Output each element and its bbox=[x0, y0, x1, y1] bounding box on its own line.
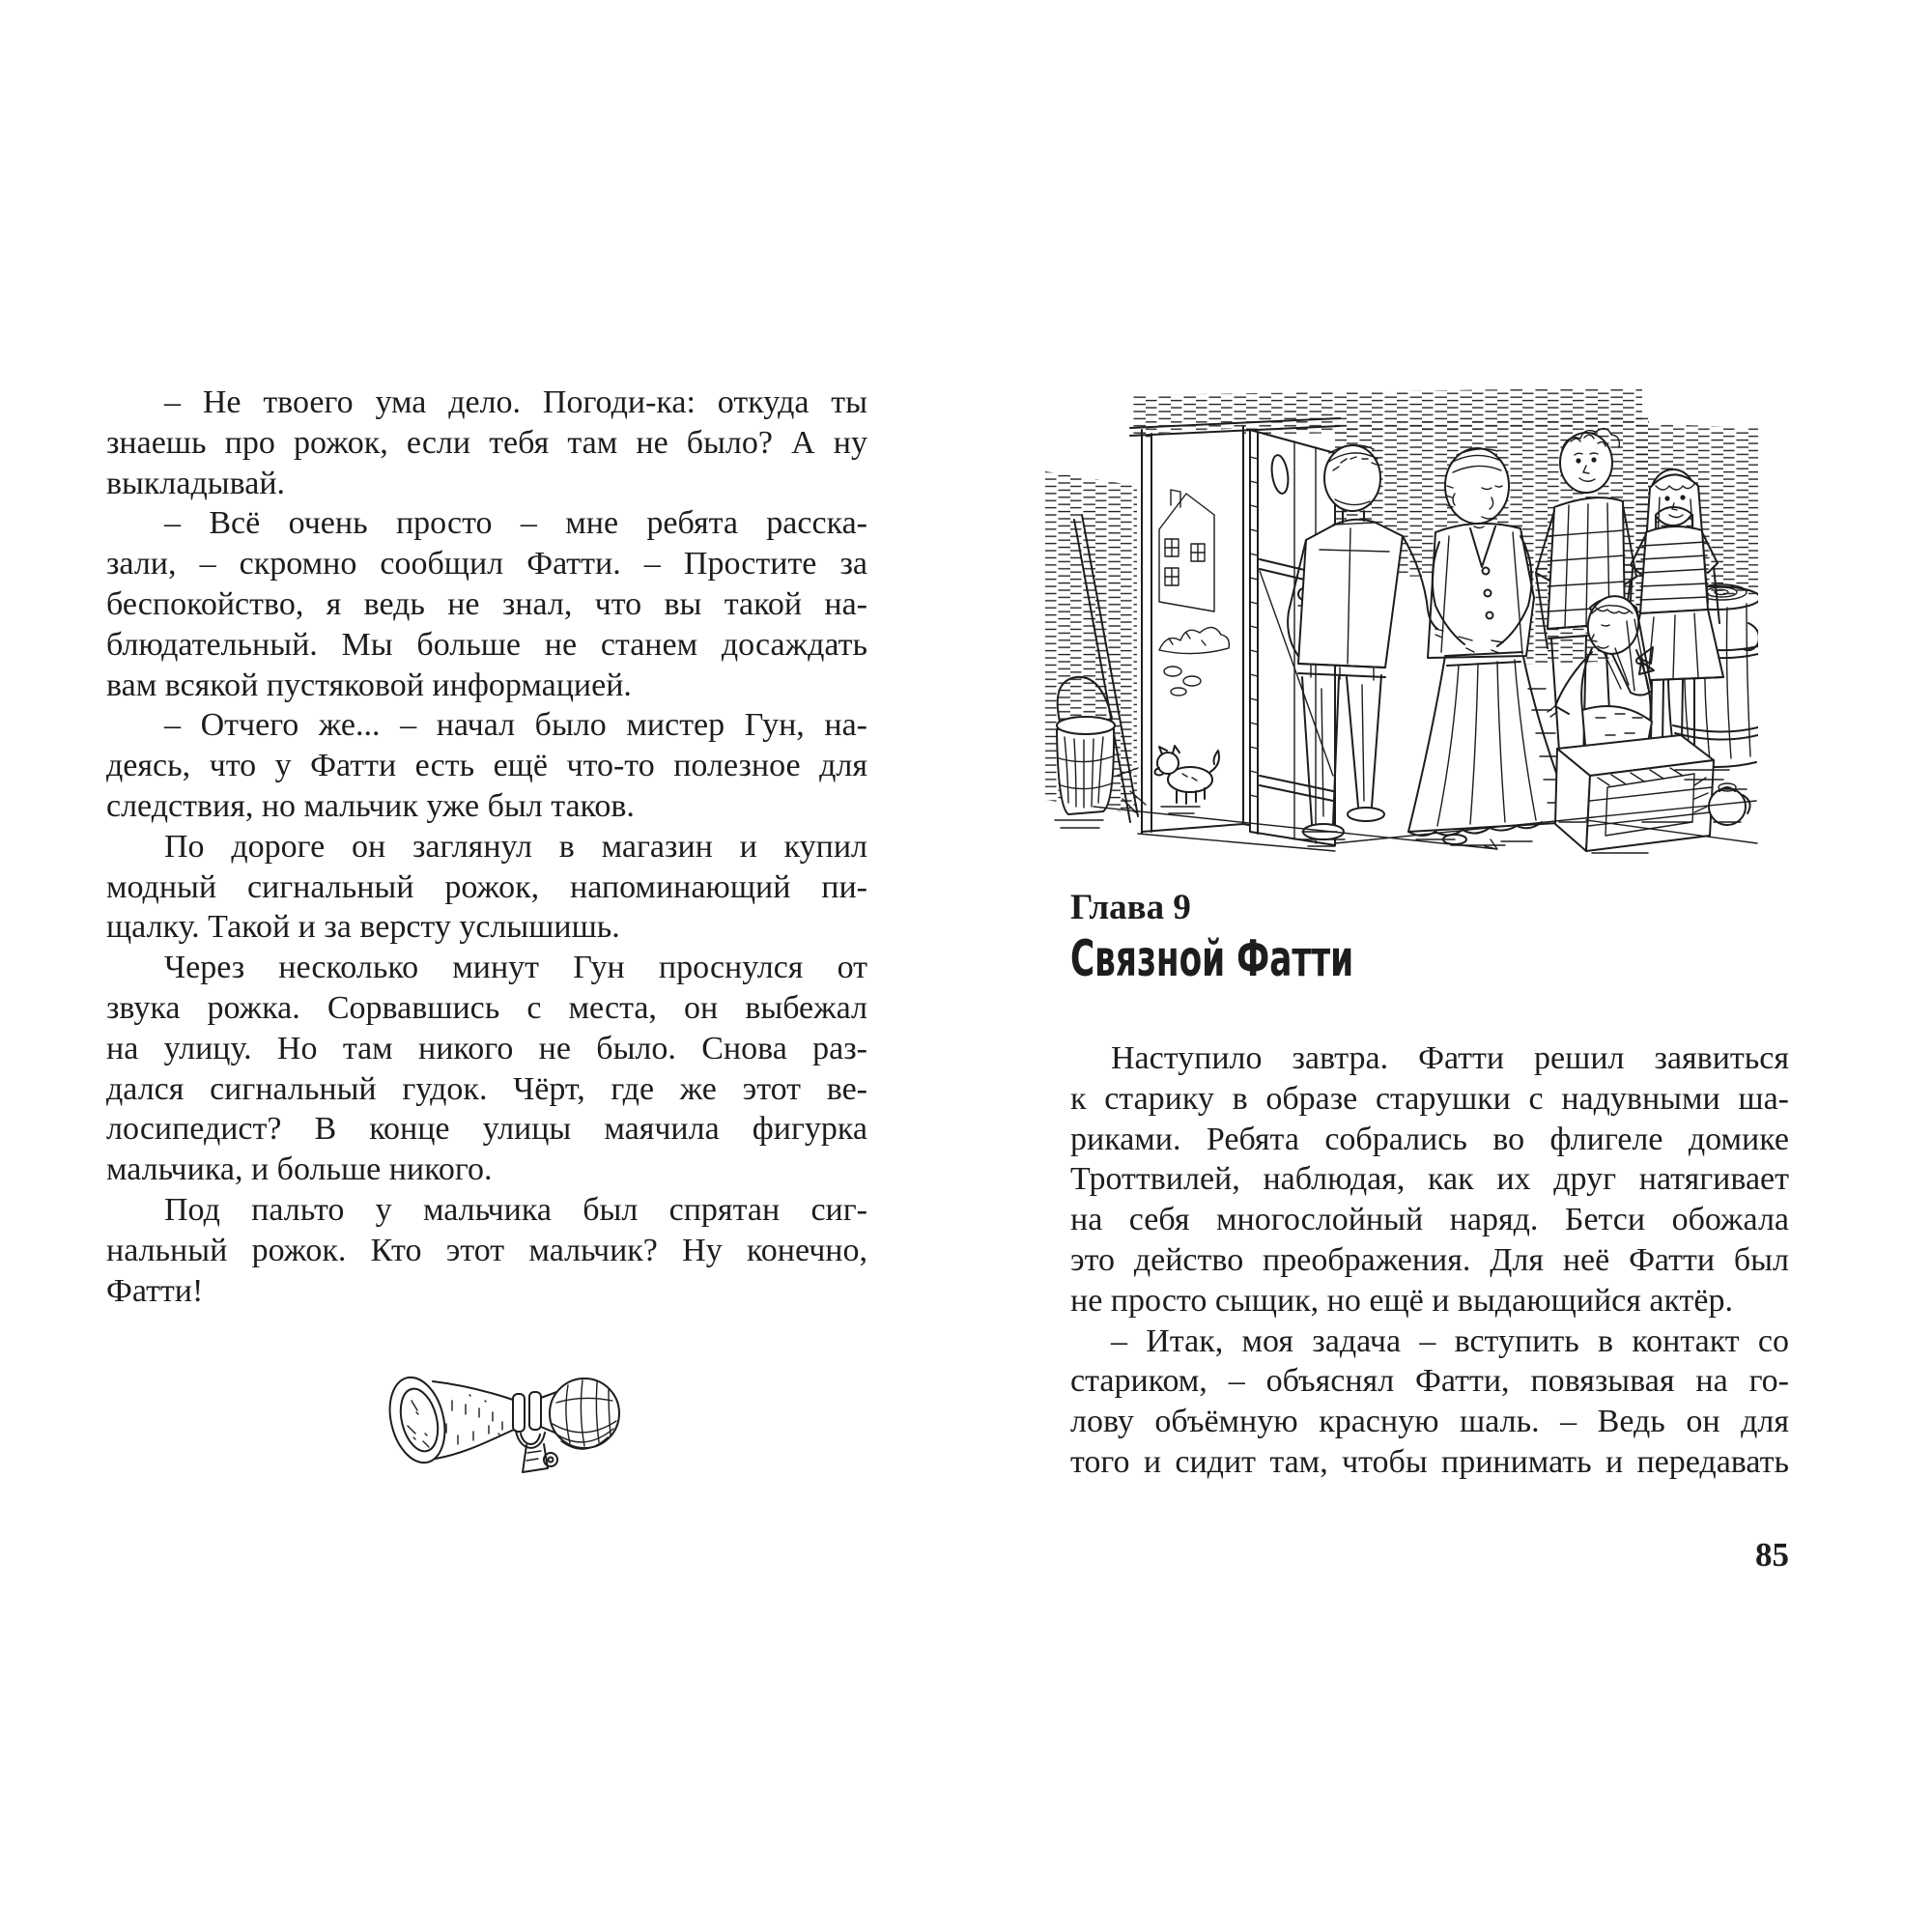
text-line: нальный рожок. Кто этот мальчик? Ну конечно, bbox=[106, 1232, 867, 1268]
chapter-title: Связной Фатти bbox=[1070, 930, 1354, 988]
text-line: знаешь про рожок, если тебя там не было? А ну bbox=[106, 424, 867, 461]
text-line: дался сигнальный гудок. Чёрт, где же этот ве- bbox=[106, 1070, 867, 1107]
text-line: беспокойство, я ведь не знал, что вы такой на- bbox=[106, 585, 867, 622]
text-line: стариком, – объяснял Фатти, повязывая на го- bbox=[1070, 1363, 1789, 1400]
text-line: щалку. Такой и за версту услышишь. bbox=[106, 909, 620, 946]
text-line: Под пальто у мальчика был спрятан сиг- bbox=[164, 1191, 867, 1228]
text-line: Троттвилей, наблюдая, как их друг натягивает bbox=[1070, 1161, 1789, 1198]
text-line: блюдательный. Мы больше не станем досаждать bbox=[106, 626, 867, 663]
text-line: лову объёмную красную шаль. – Ведь он для bbox=[1070, 1404, 1789, 1440]
children-scene-illustration bbox=[1045, 370, 1758, 858]
text-line: звука рожка. Сорвавшись с места, он выбежал bbox=[106, 989, 867, 1026]
text-line: не просто сыщик, но ещё и выдающийся актёр. bbox=[1070, 1282, 1734, 1319]
text-line: риками. Ребята собрались во флигеле домике bbox=[1070, 1121, 1789, 1157]
text-line: на себя многослойный наряд. Бетси обожала bbox=[1070, 1202, 1789, 1238]
text-line: По дороге он заглянул в магазин и купил bbox=[164, 828, 867, 865]
chapter-label: Глава 9 bbox=[1070, 888, 1191, 927]
text-line: к старику в образе старушки с надувными ша- bbox=[1070, 1080, 1789, 1117]
text-line: зали, – скромно сообщил Фатти. – Простите за bbox=[106, 546, 867, 582]
text-line: мальчика, и больше никого. bbox=[106, 1151, 493, 1188]
text-line: – Не твоего ума дело. Погоди-ка: откуда ты bbox=[164, 384, 867, 420]
text-line: того и сидит там, чтобы принимать и передавать bbox=[1070, 1443, 1789, 1480]
text-line: – Всё очень просто – мне ребята расска- bbox=[164, 505, 867, 542]
text-line: вам всякой пустяковой информацией. bbox=[106, 667, 632, 703]
text-line: Через несколько минут Гун проснулся от bbox=[164, 950, 867, 986]
text-line: деясь, что у Фатти есть ещё что-то полезное для bbox=[106, 748, 867, 784]
left-text-column bbox=[106, 383, 867, 1311]
text-line: на улицу. Но там никого не было. Снова раз- bbox=[106, 1030, 867, 1066]
text-line: выкладывай. bbox=[106, 465, 286, 501]
text-line: Наступило завтра. Фатти решил заявиться bbox=[1111, 1040, 1789, 1076]
bicycle-horn-illustration bbox=[384, 1345, 626, 1490]
text-line: это действо преображения. Для неё Фатти был bbox=[1070, 1241, 1789, 1278]
text-line: Фатти! bbox=[106, 1272, 204, 1309]
text-line: – Итак, моя задача – вступить в контакт со bbox=[1111, 1322, 1789, 1359]
right-text-column bbox=[1070, 1038, 1789, 1483]
text-line: модный сигнальный рожок, напоминающий пи- bbox=[106, 868, 867, 905]
text-line: – Отчего же... – начал было мистер Гун, на- bbox=[164, 707, 867, 744]
page-number: 85 bbox=[1755, 1536, 1789, 1574]
text-line: следствия, но мальчик уже был таков. bbox=[106, 787, 635, 824]
text-line: лосипедист? В конце улицы маячила фигурка bbox=[106, 1111, 867, 1148]
